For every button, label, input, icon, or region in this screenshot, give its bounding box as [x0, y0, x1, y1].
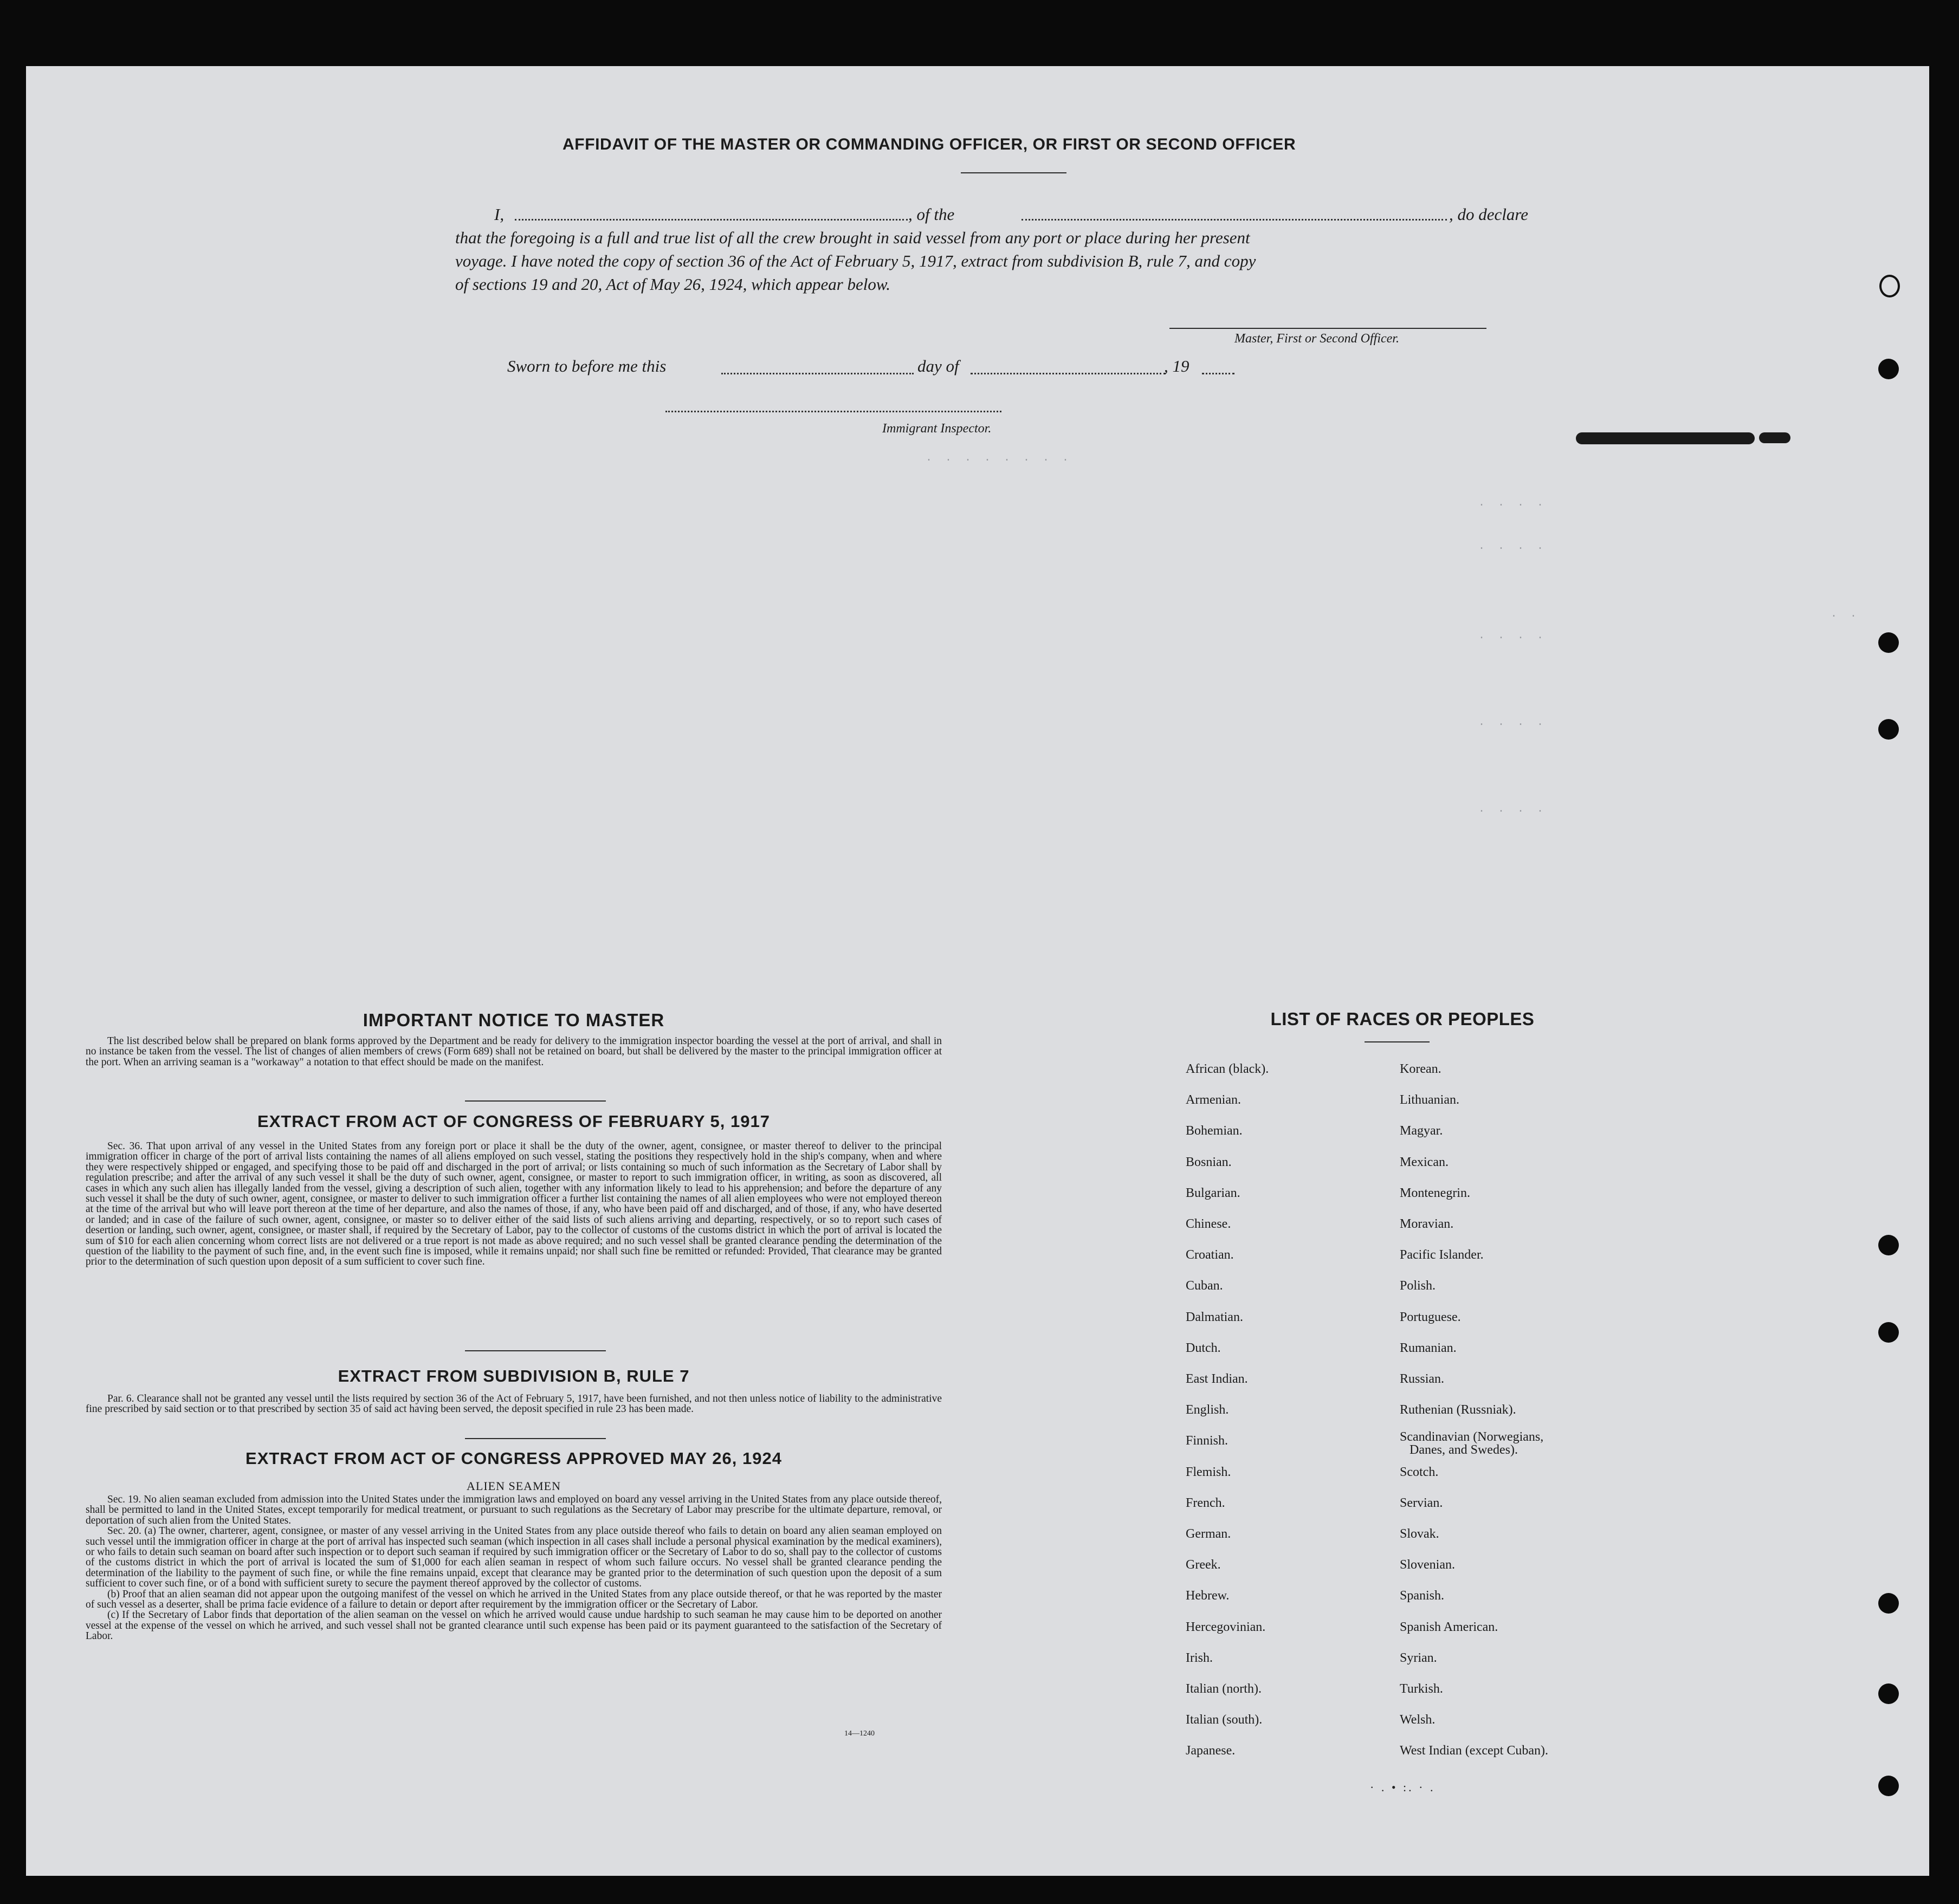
race-item: Pacific Islander. — [1400, 1248, 1484, 1262]
punch-hole — [1878, 1593, 1899, 1614]
punch-hole — [1878, 719, 1899, 740]
punch-hole — [1878, 1322, 1899, 1343]
race-item: Turkish. — [1400, 1682, 1443, 1696]
punch-hole — [1879, 275, 1900, 297]
inspector-signature-line — [665, 411, 1001, 412]
divider-line — [465, 1438, 606, 1439]
race-item: Cuban. — [1186, 1279, 1223, 1293]
year-field-line — [1202, 373, 1234, 374]
notice-body — [86, 1036, 942, 1067]
race-item: Scotch. — [1400, 1465, 1439, 1479]
affidavit-title: AFFIDAVIT OF THE MASTER OR COMMANDING OFFICER, OR FIRST OR SECOND OFFICER — [563, 135, 1296, 153]
race-item: Polish. — [1400, 1279, 1436, 1293]
race-item: Slovak. — [1400, 1527, 1439, 1541]
signature-line — [1169, 328, 1486, 329]
punch-hole — [1878, 359, 1899, 379]
race-item: Korean. — [1400, 1062, 1441, 1076]
race-item: Croatian. — [1186, 1248, 1234, 1262]
race-item: Dutch. — [1186, 1340, 1221, 1355]
race-item: Spanish American. — [1400, 1620, 1498, 1634]
race-item: Welsh. — [1400, 1713, 1436, 1727]
document-page — [26, 66, 1929, 1876]
race-item: French. — [1186, 1495, 1225, 1510]
bleed-through-text: . . — [1831, 608, 1860, 620]
races-title: LIST OF RACES OR PEOPLES — [1270, 1009, 1535, 1029]
race-item: Russian. — [1400, 1372, 1445, 1386]
race-item: Greek. — [1186, 1558, 1221, 1572]
sworn-month-line — [971, 373, 1166, 374]
race-item: Italian (north). — [1186, 1682, 1262, 1696]
extract-1917-body — [86, 1141, 942, 1267]
race-item: East Indian. — [1186, 1372, 1248, 1386]
bleed-through-text: . . . . — [1478, 803, 1547, 815]
affidavit-of-the: , of the — [908, 205, 955, 224]
ink-smudge — [1759, 432, 1790, 443]
race-item: Montenegrin. — [1400, 1186, 1470, 1200]
race-item: Syrian. — [1400, 1650, 1437, 1665]
section-20c-paragraph: (c) If the Secretary of Labor finds that deportation of the alien seaman on the vessel on which he arrived would cause undue hardship to such seaman he may cause him to be deported on another vessel at the expense of the vessel on which he arrived, and such vessel shall not be granted clearance until such expense has been paid or its payment guaranteed to the satisfaction of the Secretary of Labor. — [86, 1609, 942, 1642]
race-item: English. — [1186, 1403, 1229, 1417]
race-item: Chinese. — [1186, 1217, 1231, 1231]
race-item: African (black). — [1186, 1062, 1269, 1076]
alien-seamen-subtitle: ALIEN SEAMEN — [467, 1479, 561, 1493]
race-item: West Indian (except Cuban). — [1400, 1744, 1548, 1758]
race-item: Armenian. — [1186, 1093, 1241, 1108]
affidavit-line-1 — [455, 203, 1555, 226]
extract-1917-title: EXTRACT FROM ACT OF CONGRESS OF FEBRUARY 5, 1917 — [257, 1112, 770, 1131]
section-20b-paragraph: (b) Proof that an alien seaman did not appear upon the outgoing manifest of the vessel on which he arrived in the United States from any place outside thereof, or that he was reported by the master of such vessel as a deserter, shall be prima facie evidence of a failure to detain or deport after requirement by the immigration officer or the Secretary of Labor. — [86, 1588, 942, 1611]
race-item: German. — [1186, 1527, 1231, 1541]
inspector-caption: Immigrant Inspector. — [882, 422, 992, 436]
divider-line — [465, 1350, 606, 1351]
name-field-line — [515, 219, 908, 221]
affidavit-line-4: of sections 19 and 20, Act of May 26, 1924, which appear below. — [455, 275, 891, 294]
extract-1924-title: EXTRACT FROM ACT OF CONGRESS APPROVED MAY 26, 1924 — [245, 1449, 782, 1468]
form-number: 14—1240 — [844, 1730, 875, 1738]
bleed-through-text: . . . . . . . . — [926, 452, 1072, 464]
race-item: Bohemian. — [1186, 1124, 1243, 1138]
race-item: Finnish. — [1186, 1434, 1229, 1448]
race-item: Lithuanian. — [1400, 1093, 1459, 1108]
race-item: Rumanian. — [1400, 1340, 1457, 1355]
race-item: Flemish. — [1186, 1465, 1231, 1479]
bleed-through-text: . . . . — [1478, 497, 1547, 509]
rule7-paragraph: Par. 6. Clearance shall not be granted any vessel until the lists required by section 36 of the Act of February 5, 1917, have been furnished, and not then unless notice of liability to the administrative fine prescribed by said section or to that prescribed by section 35 of said act having been served, the deposit specified in rule 23 has been made. — [86, 1393, 942, 1415]
vessel-field-line — [1021, 219, 1447, 221]
sworn-day-line — [721, 373, 914, 374]
title-underline — [961, 172, 1066, 173]
race-item: Servian. — [1400, 1495, 1443, 1510]
race-item: Scandinavian (Norwegians, Danes, and Swedes). — [1400, 1430, 1544, 1458]
signature-caption: Master, First or Second Officer. — [1234, 332, 1399, 346]
bleed-through-text: . . . . — [1478, 716, 1547, 729]
race-item: Hercegovinian. — [1186, 1620, 1266, 1634]
race-item: Bulgarian. — [1186, 1186, 1240, 1200]
punch-hole — [1878, 1683, 1899, 1704]
notice-title: IMPORTANT NOTICE TO MASTER — [363, 1010, 665, 1030]
race-item: Slovenian. — [1400, 1558, 1455, 1572]
section-19-paragraph: Sec. 19. No alien seaman excluded from admission into the United States under the immigration laws and employed on board any vessel arriving in the United States from any place outside thereof, shall be permitted to land in the United States, except temporarily for medical treatment, or pursuant to such regulations as the Secretary of Labor may prescribe for the ultimate departure, removal, or deportation of such alien from the United States. — [86, 1494, 942, 1526]
section-36-paragraph: Sec. 36. That upon arrival of any vessel in the United States from any foreign port or place it shall be the duty of the owner, agent, consignee, or master thereof to deliver to the principal immigration officer in charge of the port of arrival lists containing the names of all aliens employed on such vessel, stating the positions they respectively hold in the ship's company, when and where they were respectively shipped or engaged, and specifying those to be paid off and discharged in the port of arrival; or lists containing so much of such information as the Secretary of Labor shall by regulation prescribe; and after the arrival of any such vessel it shall be the duty of such owner, agent, consignee, or master to report to such immigration officer, in writing, as soon as discovered, all cases in which any such alien has illegally landed from the vessel, giving a description of such alien, together with any information likely to lead to his apprehension; and before the departure of any such vessel it shall be the duty of such owner, agent, consignee, or master to deliver to such immigration officer a further list containing the names of all alien employees who were not employed thereon at the time of the arrival but who will leave port thereon at the time of her departure, and also the names of those, if any, who have been paid off and discharged, and of those, if any, who have deserted or landed; and in case of the failure of such owner, agent, consignee, or master so to deliver either of the said lists of such aliens arriving and departing, respectively, or so to report such cases of desertion or landing, such owner, agent, consignee, or master shall, if required by the Secretary of Labor, pay to the collector of customs of the customs district in which the port of arrival is located the sum of $10 for each alien concerning whom correct lists are not delivered or a true report is not made as above required; and no such vessel shall be granted clearance pending the determination of the question of the liability to the payment of such fine, and, in the event such fine is imposed, while it remains unpaid; nor shall such fine be remitted or refunded: Provided, That clearance may be granted prior to the determination of such question upon deposit of a sum sufficient to cover such fine. — [86, 1141, 942, 1268]
stamp-marks: · . • :. · . — [1370, 1780, 1436, 1794]
bleed-through-text: . . . . — [1478, 540, 1547, 553]
races-underline — [1365, 1041, 1430, 1042]
race-item: Portuguese. — [1400, 1310, 1461, 1324]
race-item: Magyar. — [1400, 1124, 1443, 1138]
affidavit-text — [455, 203, 1555, 296]
section-20a-paragraph: Sec. 20. (a) The owner, charterer, agent, consignee, or master of any vessel arriving in the United States from any place outside thereof who fails to detain on board any alien seaman employed on such vessel until the immigration officer in charge at the port of arrival has inspected such seaman (which inspection in all cases shall include a personal physical examination by the medical examiners), or who fails to detain such seaman on board after such inspection or to deport such seaman if required by such immigration officer or the Secretary of Labor to do so, shall pay to the collector of customs of the customs district in which the port of arrival is located the sum of $1,000 for each alien seaman in respect of whom such failure occurs. No vessel shall be granted clearance pending the determination of the liability to the payment of such fine, or while the fine remains unpaid, except that clearance may be granted prior to the determination of such question upon the deposit of a sum sufficient to cover such fine, or of a bond with sufficient surety to secure the payment thereof approved by the collector of customs. — [86, 1525, 942, 1590]
bleed-through-text: . . . . — [1478, 630, 1547, 642]
extract-rule7-body — [86, 1394, 942, 1415]
sworn-text: Sworn to before me this — [507, 357, 667, 375]
race-item: Moravian. — [1400, 1217, 1454, 1231]
extract-rule7-title: EXTRACT FROM SUBDIVISION B, RULE 7 — [338, 1367, 690, 1385]
sworn-line — [507, 357, 1320, 380]
race-item: Italian (south). — [1186, 1713, 1263, 1727]
day-of-text: day of — [917, 357, 959, 375]
race-item: Hebrew. — [1186, 1589, 1230, 1603]
punch-hole — [1878, 632, 1899, 653]
punch-hole — [1878, 1776, 1899, 1796]
race-item: Mexican. — [1400, 1155, 1449, 1169]
race-item: Spanish. — [1400, 1589, 1445, 1603]
year-prefix: , 19 — [1164, 357, 1189, 375]
notice-paragraph: The list described below shall be prepared on blank forms approved by the Department and be ready for delivery to the immigration inspector boarding the vessel at the port of arrival, and shall in no instance be taken from the vessel. The list of changes of alien members of crews (Form 689) shall not be retained on board, but shall be delivered by the master to the principal immigration officer at the port. When an arriving seaman is a "workaway" a notation to that effect should be made on the manifest. — [86, 1035, 942, 1068]
affidavit-line-2: that the foregoing is a full and true list of all the crew brought in said vessel from any port or place during her present — [455, 228, 1250, 247]
ink-smudge — [1576, 432, 1755, 444]
affidavit-declare: , do declare — [1449, 205, 1529, 224]
race-item: Bosnian. — [1186, 1155, 1232, 1169]
divider-line — [465, 1100, 606, 1102]
race-item: Japanese. — [1186, 1744, 1236, 1758]
punch-hole — [1878, 1235, 1899, 1255]
affidavit-i: I, — [494, 205, 505, 224]
race-item: Dalmatian. — [1186, 1310, 1243, 1324]
race-item: Ruthenian (Russniak). — [1400, 1403, 1516, 1417]
extract-1924-body — [86, 1494, 942, 1642]
race-item: Irish. — [1186, 1650, 1213, 1665]
affidavit-line-3: voyage. I have noted the copy of section 36 of the Act of February 5, 1917, extract from subdivision B, rule 7, and copy — [455, 251, 1256, 270]
